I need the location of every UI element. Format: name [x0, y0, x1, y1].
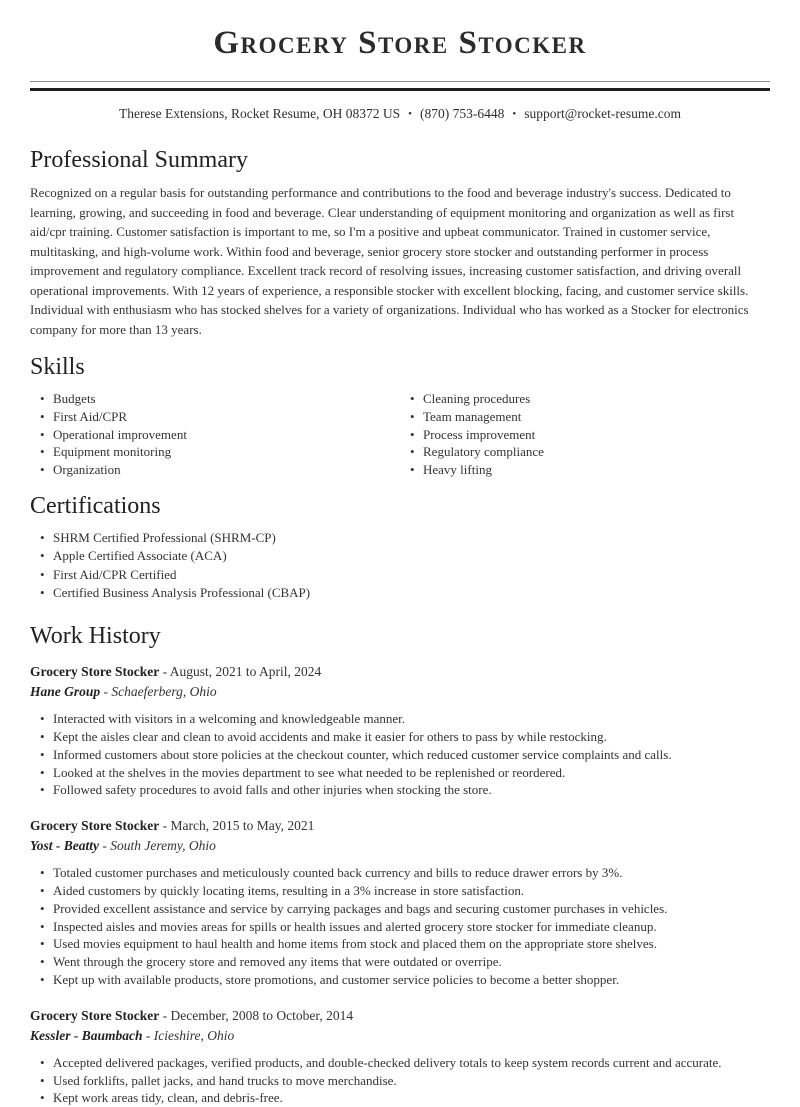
certification-item: • Certified Business Analysis Professional (CBAP): [30, 584, 770, 602]
certifications-list: [30, 529, 770, 602]
contact-email: support@rocket-resume.com: [524, 106, 682, 121]
skills-list-right: [400, 390, 770, 479]
job-entry: [30, 663, 770, 799]
job-location: Icieshire, Ohio: [153, 1027, 235, 1043]
job-bullet: • Used movies equipment to haul health and home items from stock and placed them on the appropriate store shelves.: [30, 935, 770, 953]
skill-item: • Heavy lifting: [400, 461, 770, 479]
job-title-line: [30, 817, 770, 834]
job-company: Hane Group: [30, 684, 101, 700]
dash-separator: -: [103, 684, 109, 700]
summary-paragraph: Recognized on a regular basis for outstanding performance and contributions to the food and beverage industry's success. Dedicated to learning, growing, and succeeding in food and beverage. Clear understanding of equipment monitoring and organization as well as first aid/cpr training. Customer satisfaction is important to me, so I'm a positive and upbeat communicator. Trained in customer service, multitasking, and high-volume work. Within food and beverage, senior grocery store stocker and outstanding performer in process improvement and regulatory compliance. Excellent track record of resolving issues, increasing customer satisfaction, and driving overall operational improvements. With 12 years of experience, a responsible stocker with excellent blocking, facing, and customer service skills. Individual with enthusiasm who has stocked shelves for a variety of organizations. Individual who has worked as a Stocker for electronics company for more than 13 years.: [30, 185, 749, 337]
section-professional-summary: [30, 147, 770, 339]
skills-columns: [30, 381, 770, 479]
job-company-line: [30, 837, 770, 854]
skill-item: • Process improvement: [400, 426, 770, 444]
job-location: Schaeferberg, Ohio: [111, 684, 217, 700]
certifications-heading: Certifications: [30, 492, 161, 519]
dash-separator: -: [145, 1027, 151, 1043]
section-work-history: [30, 623, 770, 1107]
job-bullet: • Inspected aisles and movies areas for spills or health issues and alerted grocery store stocker for immediate cleanup.: [30, 918, 770, 936]
dash-separator: -: [162, 1007, 168, 1023]
job-title-line: [30, 663, 770, 680]
job-bullet: • Looked at the shelves in the movies department to see what needed to be replenished or reordered.: [30, 764, 770, 782]
job-bullet: • Totaled customer purchases and meticulously counted back currency and bills to reduce drawer errors by 3%.: [30, 864, 770, 882]
contact-line: [30, 106, 770, 122]
job-bullet: • Used forklifts, pallet jacks, and hand trucks to move merchandise.: [30, 1072, 770, 1090]
job-bullet-list: [30, 864, 770, 989]
job-bullet: • Followed safety procedures to avoid falls and other injuries when stocking the store.: [30, 781, 770, 799]
work-history-heading: Work History: [30, 623, 161, 650]
job-bullet: • Interacted with visitors in a welcoming and knowledgeable manner.: [30, 710, 770, 728]
skill-item: • Team management: [400, 408, 770, 426]
job-company-line: [30, 1027, 770, 1044]
skill-item: • Organization: [30, 461, 400, 479]
skill-item: • Operational improvement: [30, 426, 400, 444]
job-company: Yost - Beatty: [30, 838, 99, 854]
certification-item: • SHRM Certified Professional (SHRM-CP): [30, 529, 770, 547]
job-location: South Jeremy, Ohio: [110, 838, 216, 854]
summary-heading: Professional Summary: [30, 147, 248, 173]
page-title: Grocery Store Stocker: [213, 25, 587, 61]
job-title: Grocery Store Stocker: [30, 664, 160, 680]
dash-separator: -: [102, 838, 107, 854]
skills-heading: Skills: [30, 354, 85, 380]
job-dates: March, 2015 to May, 2021: [170, 818, 315, 834]
job-bullet-list: [30, 1054, 770, 1107]
certification-item: • First Aid/CPR Certified: [30, 566, 770, 584]
job-company-line: [30, 683, 770, 700]
skill-item: • Budgets: [30, 390, 400, 408]
job-company: Kessler - Baumbach: [30, 1027, 143, 1043]
skills-list-left: [30, 390, 400, 479]
job-bullet: • Kept the aisles clear and clean to avoid accidents and make it easier for others to pass by while restocking.: [30, 728, 770, 746]
header-divider: [30, 81, 770, 91]
job-bullet: • Went through the grocery store and removed any items that were outdated or overripe.: [30, 953, 770, 971]
section-skills: [30, 354, 770, 479]
dash-separator: -: [162, 818, 168, 834]
job-bullet: • Informed customers about store policies at the checkout counter, which reduced customer service complaints and calls.: [30, 746, 770, 764]
section-certifications: [30, 493, 770, 602]
job-title: Grocery Store Stocker: [30, 1007, 160, 1023]
job-dates: December, 2008 to October, 2014: [170, 1007, 354, 1023]
job-bullet: • Provided excellent assistance and service by carrying packages and bags and securing customer purchases in vehicles.: [30, 900, 770, 918]
job-bullet: • Kept work areas tidy, clean, and debris-free.: [30, 1089, 770, 1107]
contact-phone: (870) 753-6448: [420, 106, 505, 121]
job-title: Grocery Store Stocker: [30, 818, 160, 834]
skill-item: • First Aid/CPR: [30, 408, 400, 426]
job-entry: [30, 1007, 770, 1107]
skill-item: • Equipment monitoring: [30, 443, 400, 461]
skill-item: • Regulatory compliance: [400, 443, 770, 461]
contact-separator: •: [408, 108, 413, 120]
job-dates: August, 2021 to April, 2024: [169, 664, 322, 680]
contact-separator: •: [512, 108, 517, 120]
skill-item: • Cleaning procedures: [400, 390, 770, 408]
job-bullet-list: [30, 710, 770, 799]
job-bullet: • Accepted delivered packages, verified products, and double-checked delivery totals to keep system records current and accurate.: [30, 1054, 770, 1072]
job-bullet: • Kept up with available products, store promotions, and customer service policies to become a better shopper.: [30, 971, 770, 989]
contact-address: Therese Extensions, Rocket Resume, OH 08372 US: [118, 106, 401, 121]
job-title-line: [30, 1007, 770, 1024]
certification-item: • Apple Certified Associate (ACA): [30, 547, 770, 565]
job-entry: [30, 817, 770, 989]
job-bullet: • Aided customers by quickly locating items, resulting in a 3% increase in store satisfaction.: [30, 882, 770, 900]
dash-separator: -: [162, 664, 168, 680]
